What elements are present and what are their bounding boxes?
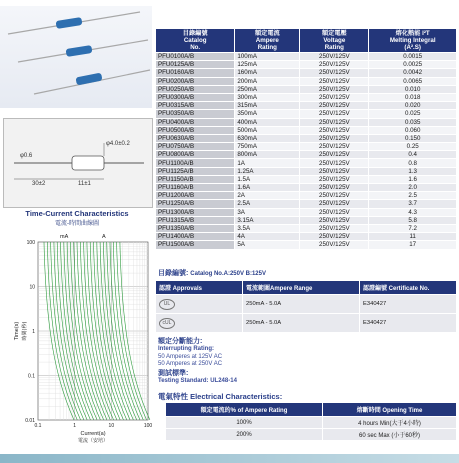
ampere-range: 250mA - 5.0A <box>243 314 360 333</box>
catalog-no: PFU0250A/B <box>156 85 235 93</box>
interrupting-heading-cn: 額定分斷能力: <box>158 338 203 345</box>
x-tick-label: 0.1 <box>34 423 42 429</box>
melting-integral: 4.3 <box>369 208 457 216</box>
melting-integral: 0.025 <box>369 110 457 118</box>
table-row <box>156 69 457 77</box>
catalog-no: PFU0500A/B <box>156 126 235 134</box>
column-header <box>156 29 235 53</box>
footer-bar <box>0 454 459 463</box>
voltage-rating: 250V/125V <box>300 175 369 183</box>
catalog-no: PFU0200A/B <box>156 77 235 85</box>
table-row <box>156 61 457 69</box>
voltage-rating: 250V/125V <box>300 102 369 110</box>
table-row <box>156 314 457 333</box>
voltage-rating: 250V/125V <box>300 69 369 77</box>
column-header <box>369 29 457 53</box>
opening-time-header: 熔斷時間 Opening Time <box>323 403 457 417</box>
catalog-no: PFU1250A/B <box>156 200 235 208</box>
melting-integral: 0.25 <box>369 143 457 151</box>
melting-integral: 1.6 <box>369 175 457 183</box>
voltage-rating: 250V/125V <box>300 93 369 101</box>
catalog-no: PFU0300A/B <box>156 93 235 101</box>
voltage-rating: 250V/125V <box>300 208 369 216</box>
catalog-no: PFU0750A/B <box>156 143 235 151</box>
y-tick-label: 100 <box>26 240 35 246</box>
catalog-no: PFU0160A/B <box>156 69 235 77</box>
column-header-line: 額定電流 <box>254 30 280 37</box>
x-tick-label: 100 <box>143 423 153 429</box>
ampere-rating: 500mA <box>235 126 300 134</box>
ampere-rating: 160mA <box>235 69 300 77</box>
voltage-rating: 250V/125V <box>300 241 369 249</box>
column-header-line: Melting Integral <box>389 37 436 44</box>
column-header-line: 熔化熱能 I²T <box>395 30 430 37</box>
melting-integral: 11 <box>369 233 457 241</box>
ampere-rating: 125mA <box>235 61 300 69</box>
melting-integral: 17 <box>369 241 457 249</box>
column-header-line: Rating <box>257 44 277 51</box>
catalog-no: PFU0315A/B <box>156 102 235 110</box>
ampere-range-header: 電流範圍Ampere Range <box>243 281 360 295</box>
melting-integral: 2.0 <box>369 184 457 192</box>
body-length-label: 11±1 <box>78 181 91 187</box>
melting-integral: 0.150 <box>369 134 457 142</box>
approvals-header: 認證 Approvals <box>156 281 243 295</box>
voltage-rating: 250V/125V <box>300 216 369 224</box>
ul-logo-icon: UL <box>159 299 175 310</box>
catalog-no: PFU0125A/B <box>156 61 235 69</box>
voltage-rating: 250V/125V <box>300 167 369 175</box>
catalog-no: PFU1315A/B <box>156 216 235 224</box>
table-row <box>156 167 457 175</box>
voltage-rating: 250V/125V <box>300 61 369 69</box>
electrical-heading-cn: 電氣特性 <box>158 392 188 401</box>
certificate-no: E340427 <box>360 295 457 314</box>
ampere-rating: 1.6A <box>235 184 300 192</box>
melting-integral: 0.060 <box>369 126 457 134</box>
ampere-rating: 630mA <box>235 134 300 142</box>
interrupting-line-2: 50 Amperes at 250V AC <box>158 361 223 367</box>
table-row <box>156 295 457 314</box>
melting-integral: 0.0065 <box>369 77 457 85</box>
ampere-rating: 315mA <box>235 102 300 110</box>
certificate-header: 認證編號 Certificate No. <box>360 281 457 295</box>
table-row <box>156 118 457 126</box>
spec-table-body <box>156 53 457 250</box>
column-header-line: Catalog <box>183 37 207 44</box>
catalog-no: PFU0630A/B <box>156 134 235 142</box>
table-row <box>156 216 457 224</box>
ampere-rating: 750mA <box>235 143 300 151</box>
catalog-no: PFU1400A/B <box>156 233 235 241</box>
catalog-label-en: Catalog No.A:250V B:125V <box>190 271 266 277</box>
voltage-rating: 250V/125V <box>300 118 369 126</box>
percent-rating: 100% <box>166 417 323 429</box>
x-tick-label: 10 <box>108 423 115 429</box>
melting-integral: 0.035 <box>369 118 457 126</box>
ampere-rating: 3A <box>235 208 300 216</box>
product-photo <box>0 6 152 108</box>
lead-length-label: 30±2 <box>32 181 46 187</box>
ampere-rating: 800mA <box>235 151 300 159</box>
cul-logo-icon: cUL <box>159 318 175 329</box>
column-header-line: (A².S) <box>404 44 421 51</box>
table-row <box>156 110 457 118</box>
testing-heading-cn: 測試標準: <box>158 370 189 377</box>
melting-integral: 1.3 <box>369 167 457 175</box>
column-header-line: 目錄編號 <box>182 30 208 37</box>
body-diameter-label: φ4.0±0.2 <box>106 141 130 147</box>
ampere-rating: 2.5A <box>235 200 300 208</box>
electrical-heading-en: Electrical Characteristics: <box>190 392 283 401</box>
catalog-no: PFU0800A/B <box>156 151 235 159</box>
column-header-line: Rating <box>324 44 344 51</box>
ampere-rating: 4A <box>235 233 300 241</box>
melting-integral: 5.8 <box>369 216 457 224</box>
catalog-label-cn: 目錄編號: <box>158 270 189 277</box>
y-tick-label: 10 <box>29 284 35 291</box>
table-row <box>166 429 457 441</box>
table-row <box>156 143 457 151</box>
y-axis-label-cn: 時間(秒) <box>22 321 28 341</box>
voltage-rating: 250V/125V <box>300 85 369 93</box>
catalog-heading <box>158 268 266 278</box>
testing-heading-en: Testing Standard: UL248-14 <box>158 378 237 384</box>
ampere-rating: 350mA <box>235 110 300 118</box>
voltage-rating: 250V/125V <box>300 77 369 85</box>
ampere-rating: 250mA <box>235 85 300 93</box>
opening-time: 4 hours Min(大于4小時) <box>323 417 457 429</box>
voltage-rating: 250V/125V <box>300 224 369 232</box>
legend-a-label: A <box>102 234 106 240</box>
interrupting-rating <box>158 336 222 369</box>
catalog-no: PFU1100A/B <box>156 159 235 167</box>
table-header-row <box>156 29 457 53</box>
table-row <box>166 417 457 429</box>
time-current-chart <box>8 226 156 446</box>
fuse-photo-graphic <box>0 6 152 108</box>
catalog-no: PFU1160A/B <box>156 184 235 192</box>
electrical-heading <box>158 391 282 402</box>
catalog-no: PFU1350A/B <box>156 224 235 232</box>
melting-integral: 0.4 <box>369 151 457 159</box>
ampere-rating: 1.25A <box>235 167 300 175</box>
voltage-rating: 250V/125V <box>300 233 369 241</box>
voltage-rating: 250V/125V <box>300 53 369 61</box>
table-row <box>156 53 457 61</box>
table-row <box>156 159 457 167</box>
catalog-no: PFU1150A/B <box>156 175 235 183</box>
melting-integral: 3.7 <box>369 200 457 208</box>
column-header <box>235 29 300 53</box>
table-row <box>156 175 457 183</box>
table-row <box>156 192 457 200</box>
opening-time: 60 sec Max (小于60秒) <box>323 429 457 441</box>
melting-integral: 0.8 <box>369 159 457 167</box>
voltage-rating: 250V/125V <box>300 184 369 192</box>
interrupting-line-1: 50 Amperes at 125V AC <box>158 353 223 360</box>
voltage-rating: 250V/125V <box>300 159 369 167</box>
ampere-rating: 3.15A <box>235 216 300 224</box>
catalog-no: PFU1200A/B <box>156 192 235 200</box>
column-header-line: Ampere <box>255 37 279 44</box>
ampere-rating: 3.5A <box>235 224 300 232</box>
melting-integral: 2.5 <box>369 192 457 200</box>
table-row <box>156 208 457 216</box>
melting-integral: 7.2 <box>369 224 457 232</box>
percent-rating: 200% <box>166 429 323 441</box>
ampere-rating: 300mA <box>235 93 300 101</box>
melting-integral: 0.0042 <box>369 69 457 77</box>
ampere-rating: 1A <box>235 159 300 167</box>
legend-ma-label: mA <box>60 234 69 240</box>
melting-integral: 0.0015 <box>369 53 457 61</box>
y-tick-label: 0.1 <box>28 373 35 380</box>
catalog-no: PFU0400A/B <box>156 118 235 126</box>
ampere-rating: 5A <box>235 241 300 249</box>
approvals-table <box>155 280 457 333</box>
melting-integral: 0.0025 <box>369 61 457 69</box>
y-axis-label: Time(s) <box>14 321 20 341</box>
x-axis-label: Current(a) <box>80 431 106 437</box>
dimension-drawing <box>3 118 153 208</box>
ampere-rating: 2A <box>235 192 300 200</box>
table-row <box>156 126 457 134</box>
catalog-no: PFU0100A/B <box>156 53 235 61</box>
ampere-rating: 400mA <box>235 118 300 126</box>
graph-title-cn: 電流-時間曲線圖 <box>55 221 99 227</box>
table-row <box>156 85 457 93</box>
x-axis-label-cn: 電流（安培） <box>77 438 109 444</box>
y-tick-label: 1 <box>32 329 35 335</box>
table-row <box>156 241 457 249</box>
catalog-no: PFU1500A/B <box>156 241 235 249</box>
table-row <box>156 77 457 85</box>
interrupting-heading-en: Interrupting Rating: <box>158 346 214 352</box>
table-row <box>156 93 457 101</box>
lead-diameter-label: φ0.6 <box>20 153 33 159</box>
table-row <box>156 134 457 142</box>
voltage-rating: 250V/125V <box>300 110 369 118</box>
voltage-rating: 250V/125V <box>300 151 369 159</box>
spec-table <box>155 28 457 250</box>
voltage-rating: 250V/125V <box>300 192 369 200</box>
table-row <box>156 224 457 232</box>
y-tick-label: 0.01 <box>25 418 35 424</box>
testing-standard <box>158 368 237 386</box>
column-header-line: No. <box>190 44 201 51</box>
melting-integral: 0.010 <box>369 85 457 93</box>
table-row <box>156 200 457 208</box>
column-header-line: 額定電壓 <box>321 30 347 37</box>
table-row <box>156 233 457 241</box>
spec-table-header <box>156 29 457 53</box>
catalog-no: PFU1125A/B <box>156 167 235 175</box>
voltage-rating: 250V/125V <box>300 143 369 151</box>
table-row <box>156 151 457 159</box>
certificate-no: E340427 <box>360 314 457 333</box>
graph-title: Time-Current Characteristics <box>25 209 129 218</box>
ampere-range: 250mA - 5.0A <box>243 295 360 314</box>
catalog-no: PFU0350A/B <box>156 110 235 118</box>
electrical-table <box>165 402 457 441</box>
table-row <box>156 102 457 110</box>
percent-rating-header: 額定電流的% of Ampere Rating <box>166 403 323 417</box>
table-row <box>156 184 457 192</box>
dimension-graphic <box>4 119 154 209</box>
ampere-rating: 200mA <box>235 77 300 85</box>
voltage-rating: 250V/125V <box>300 200 369 208</box>
voltage-rating: 250V/125V <box>300 126 369 134</box>
ampere-rating: 100mA <box>235 53 300 61</box>
melting-integral: 0.020 <box>369 102 457 110</box>
x-tick-label: 1 <box>73 423 77 429</box>
melting-integral: 0.018 <box>369 93 457 101</box>
column-header-line: Voltage <box>323 37 346 44</box>
column-header <box>300 29 369 53</box>
voltage-rating: 250V/125V <box>300 134 369 142</box>
ampere-rating: 1.5A <box>235 175 300 183</box>
catalog-no: PFU1300A/B <box>156 208 235 216</box>
time-current-graph <box>8 226 156 446</box>
